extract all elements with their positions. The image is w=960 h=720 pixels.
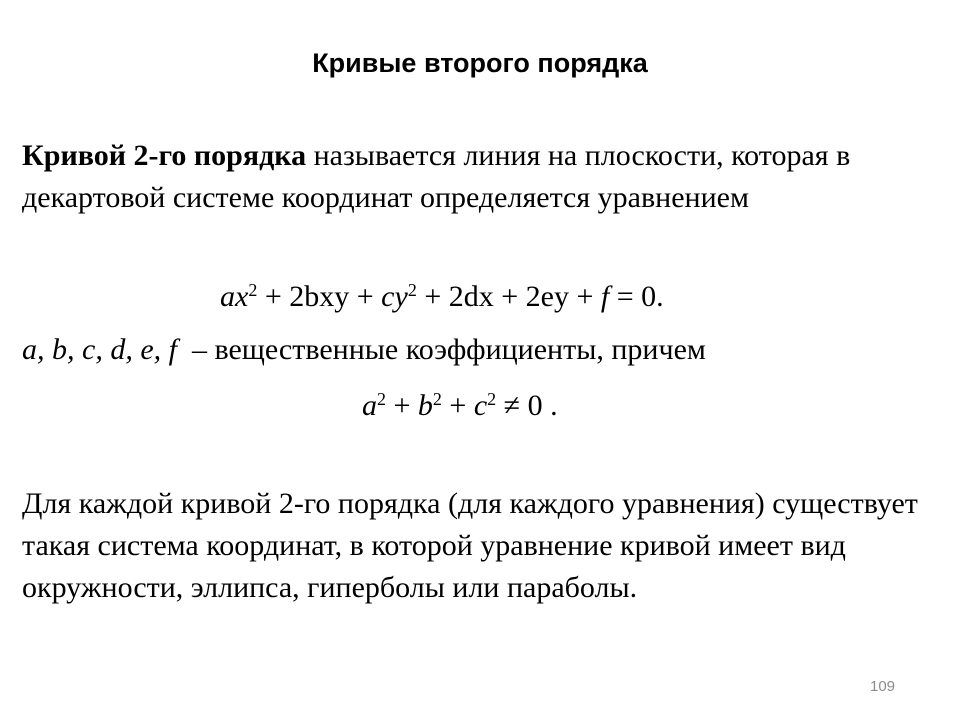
eq-part-2: + 2bxy + [257,280,382,313]
cond-exp-c: 2 [487,389,497,409]
slide-title: Кривые второго порядка [312,48,648,78]
eq-part-3: + 2dx + 2ey + [416,280,601,313]
cond-a: a [362,389,377,422]
eq-exp-1: 2 [248,280,258,300]
coefficient-list: a, b, c, d, e, f [22,333,177,366]
general-equation [220,280,664,314]
canonical-form-statement: Для каждой кривой 2-го порядка (для каждого уравнения) существует такая система координат, в которой уравнение кривой имеет вид окружности, эллипса, гиперболы или параболы. [22,487,918,604]
cond-plus-2: + [441,389,474,422]
cond-c: c [473,389,488,422]
cond-exp-a: 2 [377,389,386,409]
definition-paragraph [22,135,942,219]
cond-b: b [417,389,433,422]
coefficient-dash: – [191,333,207,366]
cond-exp-b: 2 [432,389,442,409]
coefficients-line [22,333,706,367]
cond-neq: ≠ 0 . [496,389,558,422]
nondegeneracy-condition [362,389,558,423]
definition-term: Кривой 2-го порядка [22,139,307,172]
page-number: 109 [870,678,896,695]
eq-f: f [600,280,610,313]
eq-exp-2: 2 [407,280,417,300]
definition-text: называется линия на плоскости, которая в декартовой системе координат определяется уравнением [22,139,851,214]
cond-plus-1: + [386,389,418,422]
coefficient-text: вещественные коэффициенты, причем [214,333,706,366]
eq-cy: cy [381,280,408,313]
eq-ax: ax [220,280,249,313]
eq-part-4: = 0. [609,280,664,313]
